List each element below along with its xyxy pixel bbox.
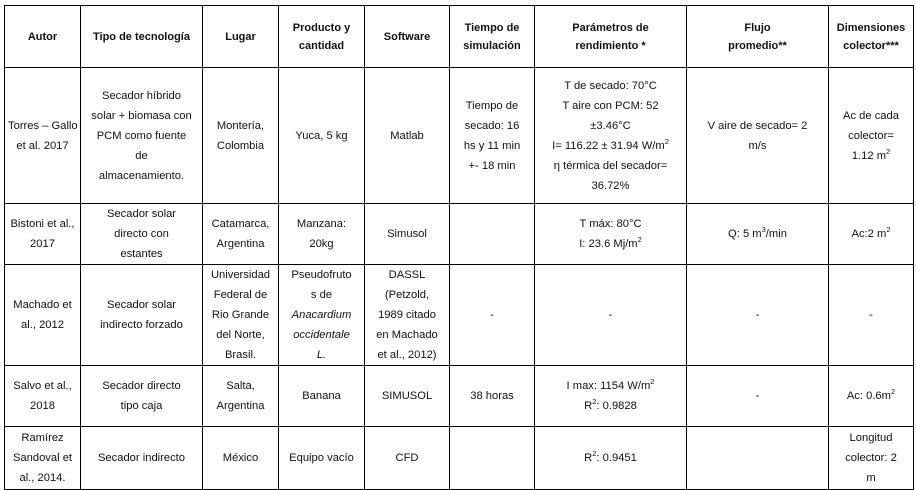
cell-autor: Salvo et al., 2018 [5, 366, 81, 427]
cell-autor: Torres – Gallo et al. 2017 [5, 68, 81, 204]
table-row [5, 366, 914, 427]
cell-flujo: V aire de secado= 2 m/s [687, 68, 829, 204]
header-autor: Autor [5, 6, 81, 68]
cell-flujo: - [687, 366, 829, 427]
cell-producto: Banana [279, 366, 365, 427]
cell-lugar: Universidad Federal de Rio Grande del Norte, Brasil. [203, 265, 279, 366]
cell-tiempo [450, 204, 535, 265]
species-name: Anacardium [291, 309, 352, 321]
cell-autor: Ramírez Sandoval et al., 2014. [5, 427, 81, 490]
header-tiempo-simulacion: Tiempo de simulación [450, 6, 535, 68]
literature-review-table [4, 5, 914, 490]
header-tipo-tecnologia: Tipo de tecnología [81, 6, 203, 68]
cell-tiempo: 38 horas [450, 366, 535, 427]
cell-flujo: Q: 5 $m^3/\min$ [687, 204, 829, 265]
cell-tiempo [450, 427, 535, 490]
cell-tiempo: - [450, 265, 535, 366]
species-name: occidentale [293, 329, 350, 341]
cell-tipo: Secador solar indirecto forzado [81, 265, 203, 366]
cell-software: Matlab [365, 68, 450, 204]
cell-tipo: Secador indirecto [81, 427, 203, 490]
cell-parametros: T de secado: 70°C T aire con PCM: 52 ±3.46°C I= 116.22 ± 31.94 $W/m^2$ η térmica del secador= 36.72% [535, 68, 687, 204]
cell-parametros: - [535, 265, 687, 366]
header-lugar: Lugar [203, 6, 279, 68]
cell-producto: Yuca, 5 kg [279, 68, 365, 204]
header-row [5, 6, 914, 68]
cell-autor: Machado et al., 2012 [5, 265, 81, 366]
cell-tiempo: Tiempo de secado: 16 hs y 11 min +- 18 min [450, 68, 535, 204]
header-producto-cantidad: Producto y cantidad [279, 6, 365, 68]
cell-software: Simusol [365, 204, 450, 265]
cell-producto: Equipo vacío [279, 427, 365, 490]
cell-tipo: Secador directo tipo caja [81, 366, 203, 427]
cell-parametros: I max: 1154 $W/m^2$ $R^2$: 0.9828 [535, 366, 687, 427]
species-name: L. [316, 349, 327, 361]
cell-dimensiones: Ac de cada colector= 1.12 $m^2$ [829, 68, 914, 204]
table-row [5, 265, 914, 366]
cell-dimensiones: Ac: $0.6m^2$ [829, 366, 914, 427]
cell-autor: Bistoni et al., 2017 [5, 204, 81, 265]
header-flujo-promedio: Flujo promedio** [687, 6, 829, 68]
table-row [5, 204, 914, 265]
cell-software: DASSL (Petzold, 1989 citado en Machado et al., 2012) [365, 265, 450, 366]
cell-dimensiones: Longitud colector: 2 m [829, 427, 914, 490]
cell-lugar: Salta, Argentina [203, 366, 279, 427]
cell-lugar: México [203, 427, 279, 490]
table-row [5, 68, 914, 204]
cell-flujo [687, 427, 829, 490]
cell-producto: Manzana: 20kg [279, 204, 365, 265]
cell-lugar: Catamarca, Argentina [203, 204, 279, 265]
header-parametros-rendimiento: Parámetros de rendimiento * [535, 6, 687, 68]
header-software: Software [365, 6, 450, 68]
cell-flujo: - [687, 265, 829, 366]
header-dimensiones-colector: Dimensiones colector*** [829, 6, 914, 68]
cell-dimensiones: Ac:2 $m^2$ [829, 204, 914, 265]
cell-software: SIMUSOL [365, 366, 450, 427]
cell-parametros: $R^2$: 0.9451 [535, 427, 687, 490]
cell-dimensiones: - [829, 265, 914, 366]
cell-tipo: Secador híbrido solar + biomasa con PCM como fuente de almacenamiento. [81, 68, 203, 204]
cell-software: CFD [365, 427, 450, 490]
cell-lugar: Montería, Colombia [203, 68, 279, 204]
cell-producto: Pseudofruto s de Anacardium occidentale L. [279, 265, 365, 366]
cell-parametros: T máx: 80°C I: 23.6 $Mj/m^2$ [535, 204, 687, 265]
table-row [5, 427, 914, 490]
cell-tipo: Secador solar directo con estantes [81, 204, 203, 265]
